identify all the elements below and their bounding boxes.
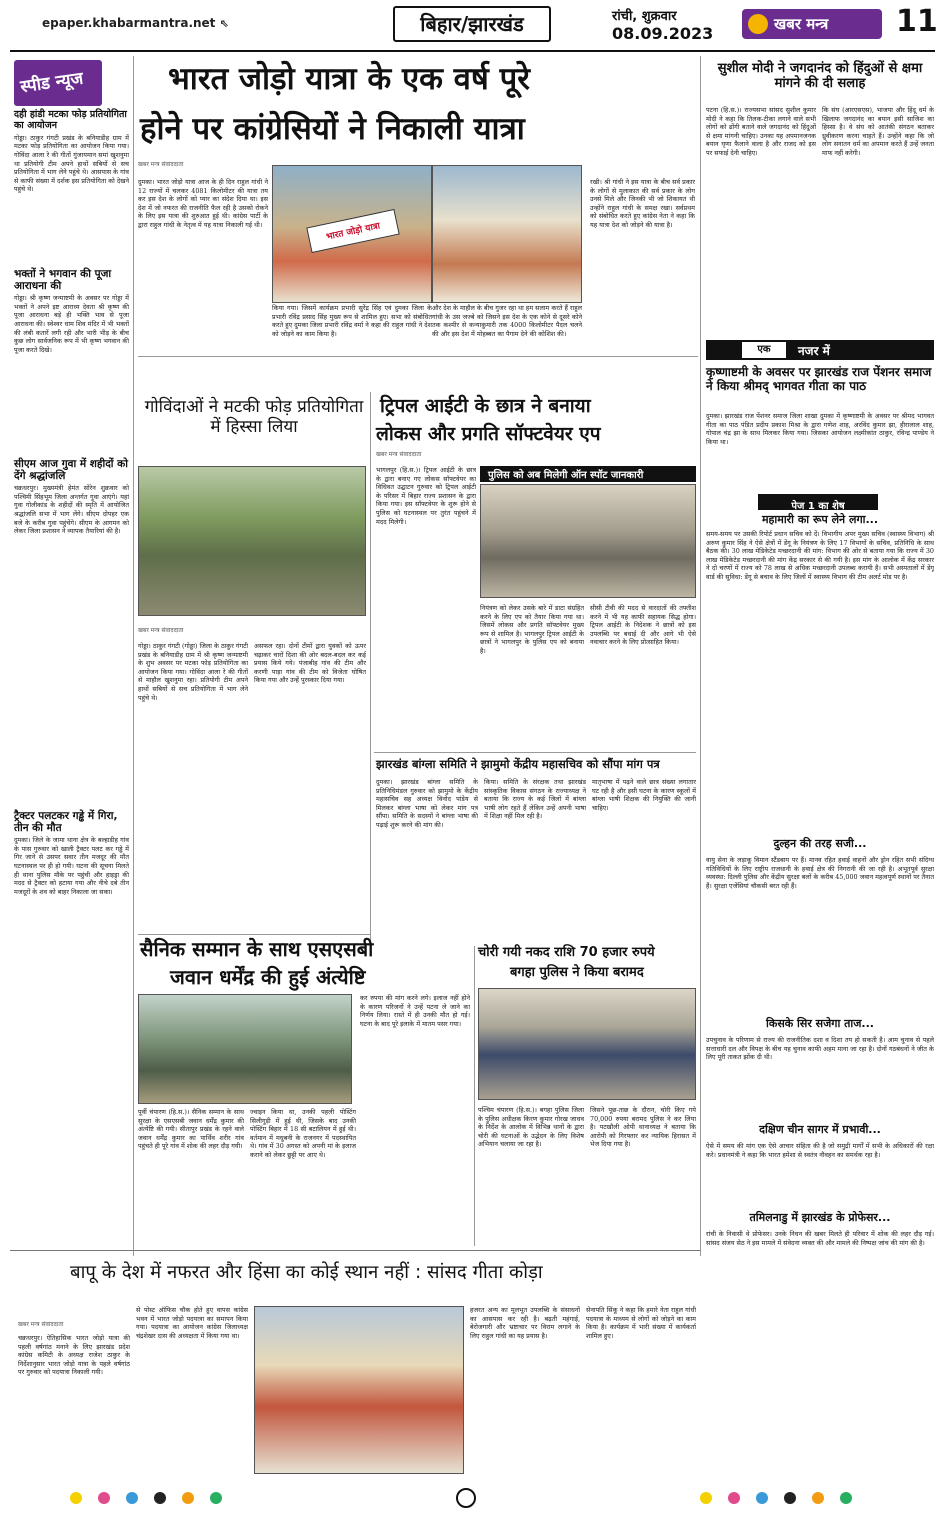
- reg-dot-icon: [98, 1492, 110, 1504]
- chori-photo: [478, 988, 696, 1100]
- tamilnadu-body: रांची के निवासी थे प्रोफेसर। उनके निधन की खबर मिलते ही परिवार में शोक की लहर दौड़ गई। सांसद संजय सेठ ने इस मामले में संवेदना व्यक्त की और मामले की निष्पक्ष जांच की मांग की है।: [706, 1230, 934, 1247]
- govinda-byline: खबर मन्त्र संवाददाता: [138, 627, 184, 634]
- sushil-headline: सुशील मोदी ने जगदानंद को हिंदुओं से क्षमा मांगने की दी सलाह: [717, 61, 923, 91]
- jharkhand-col-3: मातृभाषा में पढ़ने वाले छात्र संख्या लगातार घट रही है और इसी घटना के कारण स्कूलों में बांग्ला भाषी शिक्षक की नियुक्ति की जानी चाहिए।: [592, 778, 696, 812]
- chori-headline-2: बगहा पुलिस ने किया बरामद: [510, 965, 644, 980]
- tamilnadu-headline: तमिलनाडु में झारखंड के प्रोफेसर...: [749, 1211, 891, 1224]
- iiit-headline-1: ट्रिपल आईटी के छात्र ने बनाया: [380, 395, 591, 417]
- bapu-headline: बापू के देश में नफरत और हिंसा का कोई स्थान नहीं : सांसद गीता कोड़ा: [70, 1262, 543, 1283]
- left-col-rule: [133, 56, 134, 1256]
- jharkhand-headline: झारखंड बांग्ला समिति ने झामुमो केंद्रीय महासचिव को सौंपा मांग पत्र: [376, 757, 660, 771]
- sainik-col-1: पूर्वी चंपारण (हि.स.)। सैनिक सम्मान के साथ सुरक्षा के एसएसबी जवान धर्मेंद्र कुमार की अंत्येष्टि की गयी। सीतापुर प्रखंड के रहने वाले जवान धर्मेंद्र कुमार का पार्थिव शरीर गांव पहुंचते ही पूरे गांव में शोक की लहर दौड़ गयी।: [138, 1108, 244, 1151]
- ek-nazar-tag: [706, 340, 934, 360]
- lead-photo-2: [432, 165, 582, 303]
- mid-rule: [370, 392, 371, 948]
- dulhan-body: वायु सेना के लड़ाकू विमान स्टैंडबाय पर हैं। मानव रहित हवाई वाहनों और ड्रोन रहित सभी संदिग्ध गतिविधियों के लिए राष्ट्रीय राजधानी के हवाई क्षेत्र की निगरानी की जा रही है। अभूतपूर्व सुरक्षा व्यवस्था: दिल्ली पुलिस और केंद्रीय सुरक्षा बलों के करीब 45,000 जवान महत्वपूर्ण स्थानों पर तैनात हैं। सुरक्षा एजेंसियां चौकसी बरत रही हैं।: [706, 856, 934, 890]
- lead-col-4: रखी। श्री गांधी ने इस यात्रा के बीच सर्व प्रकार के लोगों से मुलाकात की सर्व प्रकार के लोग उनसे मिले और जिनकी भी जो शिकायत थी उन्होंने राहुल गांधी के समक्ष रखा। सर्वप्रथम को संबोधित करते हुए कांग्रेस नेता ने कहा कि यह यात्रा देश को जोड़ने की यात्रा है।: [590, 178, 695, 229]
- brand-name: खबर मन्त्र: [774, 15, 829, 33]
- lead-col-3: और देश के माहौल के बीच गुजर रहा था हम सलाम करते हैं राहुल गांधी के उस जज्बे को जिसने इस देश के एक कोने से दूसरे कोने तक कश्मीर से कन्याकुमारी तक 4000 किलोमीटर पैदल चलने की और इस देश में मोहब्बत का पैगाम देने की कोशिश की।: [432, 304, 582, 338]
- iiit-byline: खबर मन्त्र संवाददाता: [376, 451, 422, 458]
- registration-marks: [0, 1484, 945, 1514]
- iiit-col-3: सीसी टीवी की मदद से वारदातों की तफ्तीश करने में भी यह काफी सहायक सिद्ध होगा। ट्रिपल आईटी के निदेशक ने छात्रों को इस उपलब्धि पर बधाई दी और आगे भी ऐसे नवाचार करने के लिए प्रोत्साहित किया।: [590, 604, 696, 647]
- iiit-photo-banner: [480, 466, 696, 482]
- sushil-col-1: पटना (हि.स.)। राज्यसभा सांसद सुशील कुमार मोदी ने कहा कि तिलक-टीका लगाने वाले सभी लोगों को ढोंगी बताने वाले जगदानंद को हिंदुओं से क्षमा मांगनी चाहिए। उनका यह अपमानजनक बयान घृणा फैलाने वाला है और राजद को इस पर सफाई देनी चाहिए।: [706, 106, 816, 157]
- dakshin-headline: दक्षिण चीन सागर में प्रभावी...: [759, 1123, 881, 1136]
- krishna-body: दुमका। झारखंड राज पेंशनर समाज जिला शाखा दुमका में कृष्णाष्टमी के अवसर पर श्रीमद भागवत गीता का पाठ पंडित प्रदीप प्रकाश मिश्रा के द्वारा गणेश शाह, अरविंद कुमार झा, हीरालाल शाह, गोपाल चंद्र झा के साथ मिलकर किया गया। जिसका आयोजन लक्ष्मीकांत ठाकुर, रविन्द्र पाण्डेय ने किया था।: [706, 412, 934, 446]
- crosshair-icon: [456, 1488, 476, 1508]
- url-text: epaper.khabarmantra.net: [42, 16, 216, 30]
- date: 08.09.2023: [612, 24, 714, 43]
- iiit-body: भागलपुर (हि.स.)। ट्रिपल आईटी के छात्र के द्वारा बनाए गए लोकस सॉफ्टवेयर का विधिवत उद्घाटन गुरुवार को ट्रिपल आईटी के परिसर में बिहार राज्य प्रशासन के द्वारा किया गया। इस सॉफ्टवेयर के शुरू होने से पुलिस को घटनास्थल पर तुरंत पहुंचने में मदद मिलेगी।: [376, 466, 476, 526]
- speed-news-logo: [14, 60, 102, 106]
- section-label: बिहार/झारखंड: [420, 12, 524, 36]
- govinda-photo: [138, 466, 366, 616]
- sushil-col-2: कि संघ (आरएसएस), भाजपा और हिंदू धर्म के खिलाफ जगदानंद का बयान इसी साजिश का हिस्सा है। वे संघ को आतंकी संगठन बताकर ध्रुवीकरण करना चाहते हैं। उन्होंने कहा कि जो लोग सनातन धर्म का अपमान करते हैं उन्हें जनता माफ नहीं करेगी।: [822, 106, 934, 157]
- sainik-col-2: ज्वाइन किया था, उनकी पहली पोस्टिंग सिलीगुड़ी में हुई थी, जिसके बाद उनकी पोस्टिंग बिहार में 18 सी बटालियन में हुई थी। वर्तमान में मधुबनी के राजनगर में पदस्थापित थे। गांव में 30 अगस्त को अपनी मां के इलाज कराने को लेकर छुट्टी पर आए थे।: [250, 1108, 356, 1159]
- govinda-headline: गोविंदाओं ने मटकी फोड़ प्रतियोगिता में हिस्सा लिया: [144, 397, 364, 437]
- iiit-headline-2: लोकस और प्रगति सॉफ्टवेयर एप: [376, 423, 601, 445]
- lead-photo-banner-text: भारत जोड़ो यात्रा: [325, 221, 382, 243]
- speed-news-logo-text: स्पीड न्यूज: [19, 68, 85, 98]
- iiit-col-2: नियंत्रण को लेकर उसके बारे में डाटा संग्रहित करने के लिए एप को तैयार किया गया था। जिसमें लोकस और प्रगति सॉफ्टवेयर मुख्य रूप से शामिल है। भागलपुर ट्रिपल आईटी के छात्रों ने भागलपुर के पुलिस एप को बनाया है।: [480, 604, 584, 655]
- chori-rule: [474, 946, 475, 1246]
- section-tag: [393, 6, 551, 42]
- lead-headline-1: भारत जोड़ो यात्रा के एक वर्ष पूरे: [168, 61, 530, 97]
- lead-byline: खबर मन्त्र संवाददाता: [138, 161, 184, 168]
- dulhan-headline: दुल्हन की तरह सजी...: [773, 837, 867, 850]
- chori-col-1: पश्चिम चंपारण (हि.स.)। बगहा पुलिस जिला के पुलिस अधीक्षक किरण कुमार गोरख जाधव के निर्देश के आलोक में विभिन्न थानों के द्वारा चोरी की घटनाओं के उद्भेदन के लिए विशेष अभियान चलाया जा रहा है।: [478, 1106, 584, 1149]
- masthead: [0, 0, 945, 50]
- bapu-byline: खबर मन्त्र संवाददाता: [18, 1321, 64, 1328]
- kiske-headline: किसके सिर सजेगा ताज...: [766, 1017, 874, 1030]
- reg-dot-icon: [70, 1492, 82, 1504]
- page-number: 11: [896, 4, 938, 39]
- lead-col-2: किया गया। जिसमें कार्यक्रम प्रभारी सुरेंद्र सिंह एवं दुमका जिला के प्रभारी रविंद्र प्रसाद सिंह मुख्य रूप से शामिल हुए। सभा को संबोधित करते हुए दुमका जिला प्रभारी रविंद्र वर्मा ने कहा की राहुल गांधी ने देश को जोड़ने का काम किया है।: [272, 304, 432, 338]
- bapu-col-3: हजरत अन्य का मूलभूत उपलब्धि के संसाधनों का आसपास कर रही है। बढ़ती महंगाई, बेरोजगारी और भ्रष्टाचार पर विराम लगाने के लिए राहुल गांधी का यह प्रयास है।: [470, 1306, 580, 1340]
- reg-dot-icon: [784, 1492, 796, 1504]
- lead-rule: [138, 356, 698, 357]
- chori-headline-1: चोरी गयी नकद राशि 70 हजार रुपये: [478, 945, 655, 960]
- ek-nazar-a: एक: [742, 342, 786, 358]
- mahamari-headline: महामारी का रूप लेने लगा...: [761, 513, 879, 526]
- reg-dot-icon: [182, 1492, 194, 1504]
- govinda-col-2: असफल रहा। दोनों टीमों द्वारा युवकों को ऊपर चढ़ाकर चारों दिशा की ओर बदल-बदल कर कई प्रयास किये गये। पंजाबीह गांव की टीम और करणी पाड़ा गांव की टीम को विजेता घोषित किया गया और उन्हें पुरस्कार दिया गया।: [254, 642, 366, 685]
- reg-dot-icon: [700, 1492, 712, 1504]
- speed-news-item-3: [14, 458, 129, 824]
- lead-headline-2: होने पर कांग्रेसियों ने निकाली यात्रा: [140, 111, 525, 147]
- speed-news-body-3: चक्रधरपुर। मुख्यमंत्री हेमंत सोरेन शुक्रवार को पश्चिमी सिंहभूम जिला अन्तर्गत गुवा आएंगे। यहां गुवा गोलीकांड के शहीदों की स्मृति में आयोजित श्रद्धांजलि सभा में भाग लेंगे। सीएम दोपहर एक बजे के करीब गुवा पहुंचेंगे। सीएम के आगमन को लेकर जिला प्रशासन ने व्यापक तैयारियां की है।: [14, 484, 129, 536]
- reg-dot-icon: [126, 1492, 138, 1504]
- brand-badge: [742, 9, 882, 39]
- sainik-headline-2: जवान धर्मेंद्र की हुई अंत्येष्टि: [170, 965, 366, 989]
- bapu-col-4: सेनापति सिंकू ने कहा कि हमारे नेता राहुल गांधी पदयात्रा के माध्यम से लोगों को जोड़ने का काम किया है। कार्यक्रम में भारी संख्या में कार्यकर्ता शामिल हुए।: [586, 1306, 696, 1340]
- lead-photo-banner: [306, 209, 399, 253]
- iiit-photo-banner-text: पुलिस को अब मिलेगी ऑन स्पॉट जानकारी: [488, 470, 644, 481]
- jharkhand-col-2: किया। समिति के संरक्षक तथा झारखंड सांस्कृतिक विकास संगठन के राज्याध्यक्ष ने बताया कि राज्य के कई जिलों में बांग्ला भाषी लोग रहते हैं लेकिन उन्हें अपनी भाषा में शिक्षा नहीं मिल रही है।: [484, 778, 586, 821]
- ek-nazar-b: नजर में: [798, 344, 830, 358]
- jharkhand-col-1: दुमका। झारखंड बांग्ला समिति के प्रतिनिधिमंडल गुरुवार को झामुमो के केंद्रीय महासचिव सह अध्यक्ष विनोद पांडेय से मिलकर बांग्ला भाषा को लेकर मांग पत्र सौंपा। समिति के सदस्यों ने बांग्ला भाषा की पढ़ाई शुरू करने की मांग की।: [376, 778, 478, 829]
- sainik-headline-1: सैनिक सम्मान के साथ एसएसबी: [140, 937, 374, 961]
- kiske-body: उपचुनाव के परिणाम से राज्य की राजनीतिक दशा व दिशा तय हो सकती है। आम चुनाव से पहले सत्ताधारी दल और विपक्ष के बीच यह चुनाव काफी अहम माना जा रहा है। दोनों गठबंधनों ने जीत के लिए पूरी ताकत झोंक दी थी।: [706, 1036, 934, 1062]
- sainik-photo: [138, 994, 352, 1104]
- brand-logo-icon: [748, 14, 768, 34]
- sainik-col-3: कर रुपया की मांग करने लगे। इलाज नहीं होने के कारण परिजनों ने उन्हें पटना ले जाने का निर्णय लिया। रास्ते में ही उनकी मौत हो गई। घटना के बाद पूरे इलाके में मातम पसर गया।: [360, 994, 470, 1028]
- iiit-photo: [480, 484, 696, 598]
- speed-news-body-4: दुमका। जिले के जामा थाना क्षेत्र के बल्हाडीह गांव के पास गुरुवार को खाली ट्रैक्टर पलट कर गड्ढे में गिर जाने से उसपर सवार तीन मजदूर की मौत घटनास्थल पर ही हो गयी। घटना की सूचना मिलते ही थाना पुलिस मौके पर पहुंची और हाइड्रा की मदद से ट्रैक्टर को हटाया गया और नीचे दबे तीन मजदूरों के शव को बाहर निकाला जा सका।: [14, 836, 129, 896]
- speed-news-body-2: गोड्डा। श्री कृष्ण जन्माष्टमी के अवसर पर गोड्डा में भक्तों ने अपने इष्ट आराध्य देवता श्री कृष्ण की पूजा आराधना बड़े ही भक्ति भाव से पूजा आराधना की। स्वेश्वर धाम शिव मंदिर में भी भक्तों की लंबी कतारें लगी रही और भारी भीड़ के बीच कुछ लोग सार्वजनिक रूप में भी कृष्ण भगवान की पूजा करते दिखे।: [14, 294, 129, 354]
- speed-news-body-1: गोड्डा। ठाकुर गंगटी प्रखंड के बनियाडीह ग्राम में मटका फोड़ प्रतियोगिता का आयोजन किया गया। गोविंदा आला रे की गीतों गुंजायमान समां खुशनुमा था प्रतियोगी टीम अपने हाथों सबियों से सच प्रतियोगिता में भाग लेने पहुंचे थे। आसपास के गांव से काफी संख्या में दर्शक इस प्रतियोगिता को देखने पहुंचे थे।: [14, 133, 129, 194]
- dakshin-body: ऐसे में समय की मांग एक ऐसे आचार संहिता की है जो समुद्री मार्गों में सभी के अधिकारों की रक्षा करे। प्रधानमंत्री ने कहा कि भारत हमेशा से स्वतंत्र नौवहन का समर्थक रहा है।: [706, 1142, 934, 1159]
- bapu-col-2: से पोस्ट ऑफिस चौक होते हुए वापस कांग्रेस भवन में भारत जोड़ो पदयात्रा का समापन किया गया। पदयात्रा का आयोजन कांग्रेस जिलाध्यक्ष चंद्रशेखर दास की अध्यक्षता में किया गया था।: [136, 1306, 248, 1340]
- speed-news-title-3: सीएम आज गुवा में शहीदों को देंगे श्रद्धांजलि: [14, 458, 128, 483]
- reg-dot-icon: [210, 1492, 222, 1504]
- govinda-col-1: गोड्डा। ठाकुर गंगटी (गोड्डा) जिला के ठाकुर गंगटी प्रखंड के बनियाडीह ग्राम में श्री कृष्ण जन्माष्टमी के शुभ अवसर पर मटका फोड़ प्रतियोगिता का आयोजन किया गया। गोविंदा आला रे की गीतों से माहौल खुशनुमा रहा। प्रतियोगी टीम अपने हाथों सबियों से सच प्रतियोगिता में भाग लेने पहुंचे थे।: [138, 642, 248, 702]
- reg-dot-icon: [840, 1492, 852, 1504]
- speed-news-title-4: ट्रैक्टर पलटकर गड्ढे में गिरा, तीन की मौत: [14, 810, 118, 835]
- chori-col-2: जिसने पूछ-ताछ के दौरान, चोरी किए गये 70,000 रुपया बरामद पुलिस ने कर लिया है। पटखौली ओपी थानाध्यक्ष ने बताया कि आरोपी को गिरफ्तार कर न्यायिक हिरासत में भेज दिया गया है।: [590, 1106, 696, 1149]
- page1-label: [758, 494, 878, 510]
- iiit-rule: [374, 752, 696, 753]
- lead-photo: [272, 165, 432, 303]
- bapu-top-rule: [10, 1250, 700, 1251]
- city-day: रांची, शुक्रवार: [612, 9, 677, 24]
- speed-news-title-2: भक्तों ने भगवान की पूजा आराधना की: [14, 268, 112, 293]
- speed-news-item-1: [14, 110, 129, 262]
- right-col-rule: [700, 56, 701, 1256]
- reg-dot-icon: [756, 1492, 768, 1504]
- reg-dot-icon: [812, 1492, 824, 1504]
- bapu-col-1: चक्रधरपुर। ऐतिहासिक भारत जोड़ो यात्रा की पहली वर्षगांठ मनाने के लिए झारखंड प्रदेश कांग्रेस कमिटी के अध्यक्ष राजेश ठाकुर के निर्देशानुसार भारत जोड़ो यात्रा के पहले वर्षगांठ पर गुरुवार को पदयात्रा निकाली गयी।: [18, 1334, 130, 1377]
- masthead-rule: [10, 50, 935, 52]
- speed-news-item-4: [14, 810, 129, 1234]
- sainik-top-rule: [138, 934, 370, 935]
- mahamari-body: समय-समय पर उसकी रिपोर्ट प्रधान सचिव को दें। विभागीय अपर मुख्य सचिव (स्वास्थ्य विभाग) श्री अरुण कुमार सिंह ने ऐसे क्षेत्रों में डेंगू के नियंत्रण के लिए 17 विभागों के सचिव, प्रतिनिधि के साथ बैठक की। 30 लाख मेडिकेटेड मच्छरदानी की मांग: विभाग की ओर से बताया गया कि राज्य में 30 लाख मेडिकेटेड मच्छरदानी की मांग केंद्र सरकार से की गयी है। इस मांग के आलोक में केंद्र सरकार ने दो चरणों में राज्य को 78 लाख से अधिक मच्छरदानी उपलब्ध करायी है। सभी अस्पतालों में डेंगू वार्ड की सुविधा: डेंगू से बचाव के लिए जिलों में स्वास्थ्य विभाग की टीम अलर्ट मोड पर है।: [706, 530, 934, 581]
- page1-label-text: पेज 1 का शेष: [791, 501, 845, 512]
- reg-dot-icon: [154, 1492, 166, 1504]
- bapu-photo: [254, 1306, 464, 1474]
- masthead-url[interactable]: [42, 16, 229, 30]
- krishna-headline: कृष्णाष्टमी के अवसर पर झारखंड राज पेंशनर समाज ने किया श्रीमद् भागवत गीता का पाठ: [706, 365, 932, 393]
- lead-col-1: दुमका। भारत जोड़ो यात्रा आज के ही दिन राहुल गांधी ने 12 राज्यों में चलकर 4081 किलोमीटर की यात्रा तय कर इस देश के लोगों को प्यार का संदेश दिया था। इस देश में जो नफरत की राजनीति फैल रही है उसको रोकने के लिए इस यात्रा की शुरुआत हुई थी। कांग्रेस पार्टी के द्वारा राहुल गांधी के नेतृत्व में यह यात्रा निकाली गई थी।: [138, 178, 268, 229]
- cursor-icon: ⇖: [219, 17, 229, 30]
- speed-news-item-2: [14, 268, 129, 472]
- speed-news-title-1: दही हांडी मटका फोड़ प्रतियोगिता का आयोजन: [14, 109, 127, 131]
- reg-dot-icon: [728, 1492, 740, 1504]
